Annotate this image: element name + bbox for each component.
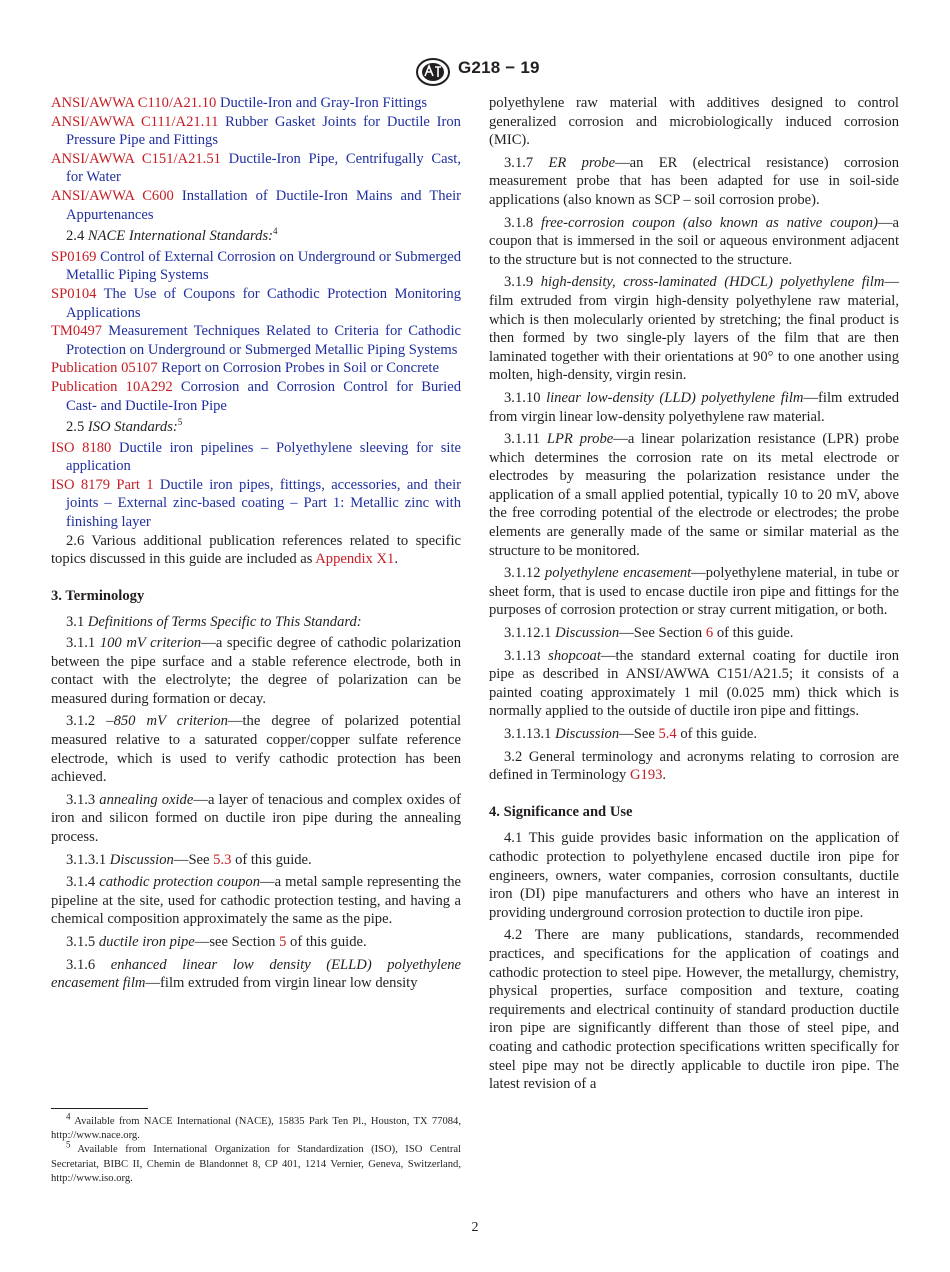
term-3-1-13-1: 3.1.13.1 Discussion—See 5.4 of this guide. [504, 726, 757, 742]
right-column [489, 94, 899, 1098]
term-3-1-6-continued: polyethylene raw material with additives designed to control generalized corrosion and microbiologically induced corrosion (MIC). [489, 95, 899, 149]
term: ductile iron pipe [98, 933, 195, 950]
section-link[interactable]: 6 [705, 625, 714, 642]
term: free-corrosion coupon (also known as native coupon) [541, 214, 878, 231]
term: Discussion [109, 851, 174, 868]
term: linear low-density (LLD) polyethylene film [546, 389, 804, 406]
term: –850 mV criterion [106, 713, 228, 730]
section-heading-terminology: 3. Terminology [51, 587, 145, 604]
appendix-link[interactable]: Appendix X1 [315, 551, 395, 568]
reference-code-link[interactable]: ANSI/AWWA C111/A21.11 [51, 113, 219, 130]
astm-logo-icon [415, 57, 451, 87]
reference-code-link[interactable]: SP0104 [51, 285, 97, 302]
reference-title: Report on Corrosion Probes in Soil or Concrete [161, 360, 439, 377]
section-link[interactable]: 5.4 [658, 726, 677, 742]
footnote-ref[interactable]: 5 [177, 417, 183, 428]
term: high-density, cross-laminated (HDCL) polyethylene film [540, 274, 885, 291]
reference-entry [51, 359, 461, 378]
reference-title: The Use of Coupons for Cathodic Protection Monitoring Applications [66, 285, 461, 321]
reference-code-link[interactable]: ANSI/AWWA C110/A21.10 [51, 95, 217, 111]
reference-title: Ductile-Iron Pipe, Centrifugally Cast, for Water [66, 150, 461, 186]
term: 100 mV criterion [99, 635, 202, 652]
footnote: $^5$ Available from International Organization for Standardization (ISO), ISO Central Secretariat, BIBC II, Chemin de Blandonnet 8, CP 401, 1214 Vernier, Geneva, Switzerland, http://www.iso.org. [51, 1139, 461, 1184]
term: enhanced linear low density (ELLD) polyethylene encasement film [51, 956, 461, 992]
reference-title: Rubber Gasket Joints for Ductile Iron Pressure Pipe and Fittings [66, 113, 461, 149]
footnote-ref[interactable]: 4 [273, 226, 278, 237]
term: LPR probe [546, 431, 614, 448]
standard-link[interactable]: G193 [629, 767, 663, 784]
footnote-divider [51, 1108, 148, 1109]
term-3-1-9: 3.1.9 high-density, cross-laminated (HDCL) polyethylene film—film extruded from virgin high-density polyethylene raw material, which is then molecularly oriented by stretching; the final product is then formed by two single-ply layers of the film that are then laminated together with their orientations at 90° to one another using molten, high-density, virgin resin. [489, 274, 899, 384]
section-link[interactable]: 5.3 [213, 851, 232, 868]
term-3-1-2: 3.1.2 –850 mV criterion—the degree of polarized potential measured relative to a saturated copper/copper sulfate reference electrode, which is used to verify cathodic protection has been achieved. [51, 713, 461, 786]
document-designation: G218 − 19 [458, 58, 540, 77]
footnotes [51, 1111, 461, 1186]
term-3-1-13: 3.1.13 shopcoat—the standard external coating for ductile iron pipe as described in ANSI/AWWA C151/A21.5; it consists of a painted coating approximately 1 mil (0.025 mm) thick which is normally applied to the outside of ductile iron pipe and fittings. [489, 647, 899, 720]
reference-entry [51, 439, 461, 476]
section-title: Definitions of Terms Specific to This Standard: [87, 614, 362, 631]
section-heading-significance: 4. Significance and Use [489, 803, 633, 820]
term-3-1-3-1: 3.1.3.1 Discussion—See 5.3 of this guide. [66, 851, 312, 868]
term-3-1-10: 3.1.10 linear low-density (LLD) polyethylene film—film extruded from virgin linear low-density polyethylene raw material. [489, 389, 899, 425]
reference-title: Installation of Ductile-Iron Mains and Their Appurtenances [66, 187, 461, 223]
term-3-1-7: 3.1.7 ER probe—an ER (electrical resistance) corrosion measurement probe that has been adapted for use in soil-side applications (also known as SCP – soil corrosion probe). [489, 154, 900, 208]
section-title: ISO Standards: [87, 419, 178, 436]
reference-title: Measurement Techniques Related to Criteria for Cathodic Protection on Underground or Submerged Metallic Piping Systems [66, 323, 461, 358]
paragraph-4-2: 4.2 There are many publications, standards, recommended practices, and specifications for the application of coatings and cathodic protection to steel pipe. However, the metallurgy, chemistry, physical properties, surface composition and texture, coating requirements and electrical continuity of standard production ductile iron pipe are significantly different than those of steel pipe, and coating and cathodic protection specifications written specifically for steel pipe may not be directly applicable to ductile iron pipe. The latest revision of a [489, 927, 899, 1093]
section-2-4: 2.4 NACE International Standards:$^4$ [66, 226, 278, 245]
term-3-1-6: 3.1.6 enhanced linear low density (ELLD) polyethylene encasement film—film extruded from virgin linear low density [51, 956, 461, 992]
term-3-1-12: 3.1.12 polyethylene encasement—polyethylene material, in tube or sheet form, that is used to encase ductile iron pipe and fittings for the purposes of corrosion protection or stray current mitigation, or both. [489, 565, 899, 619]
term-3-1-12-1: 3.1.12.1 Discussion—See Section 6 of this guide. [504, 625, 794, 642]
reference-entry [51, 150, 461, 187]
term-3-1-11: 3.1.11 LPR probe—a linear polarization resistance (LPR) probe which determines the corrosion rate on its metal electrode or electrodes by measuring the polarization resistance under the application of a small applied potential, typically 10 to 20 mV, above the free corroding potential of the electrode or electrodes; the probe elements are generally made of the same or similar material as the structure to be monitored. [489, 431, 899, 559]
term: shopcoat [548, 647, 601, 664]
reference-code-link[interactable]: Publication 10A292 [51, 378, 173, 395]
section-2-5: 2.5 ISO Standards:$^5$ [66, 417, 183, 436]
term: polyethylene encasement [544, 565, 692, 582]
reference-title: Ductile iron pipelines – Polyethylene sleeving for site application [66, 439, 461, 475]
reference-code-link[interactable]: ISO 8179 Part 1 [51, 476, 154, 493]
section-3-2: 3.2 General terminology and acronyms relating to corrosion are defined in Terminology G193. [489, 748, 899, 784]
reference-entry [51, 285, 461, 322]
term: cathodic protection coupon [99, 874, 261, 891]
term: ER probe [548, 154, 616, 171]
term: Discussion [555, 726, 620, 742]
reference-code-link[interactable]: TM0497 [51, 323, 103, 340]
reference-code-link[interactable]: ISO 8180 [51, 439, 112, 456]
term-3-1-5: 3.1.5 ductile iron pipe—see Section 5 of this guide. [66, 933, 367, 950]
reference-title: Ductile-Iron and Gray-Iron Fittings [219, 95, 428, 111]
footnote: $^4$ Available from NACE International (NACE), 15835 Park Ten Pl., Houston, TX 77084, http://www.nace.org. [51, 1111, 461, 1142]
term-3-1-1: 3.1.1 100 mV criterion—a specific degree of cathodic polarization between the pipe surface and a stable reference electrode, both in contact with the electrolyte; the degree of polarization can be measured during formation or decay. [51, 635, 461, 707]
section-link[interactable]: 5 [279, 933, 287, 950]
section-2-6: 2.6 Various additional publication references related to specific topics discussed in this guide are included as Appendix X1. [51, 532, 461, 568]
reference-entry [51, 94, 461, 113]
reference-code-link[interactable]: ANSI/AWWA C151/A21.51 [51, 150, 221, 167]
reference-entry [51, 187, 461, 224]
reference-title: Control of External Corrosion on Underground or Submerged Metallic Piping Systems [66, 248, 461, 284]
section-3-1: 3.1 Definitions of Terms Specific to This Standard: [66, 614, 362, 631]
term-3-1-8: 3.1.8 free-corrosion coupon (also known as native coupon)—a coupon that is immersed in the soil or aqueous environment adjacent to the structure but is not connected to the structure. [489, 214, 899, 268]
term-3-1-4: 3.1.4 cathodic protection coupon—a metal sample representing the pipeline at the site, used for cathodic protection testing, and having a chemical composition approximately the same as the pipe. [51, 874, 461, 928]
reference-code-link[interactable]: ANSI/AWWA C600 [51, 187, 174, 204]
term: Discussion [555, 625, 620, 642]
reference-entry [51, 248, 461, 285]
reference-code-link[interactable]: SP0169 [51, 248, 97, 265]
section-title: NACE International Standards: [87, 228, 274, 245]
reference-code-link[interactable]: Publication 05107 [51, 360, 158, 377]
term: annealing oxide [99, 791, 194, 808]
reference-entry [51, 476, 461, 532]
reference-entry [51, 322, 461, 359]
reference-title: Corrosion and Corrosion Control for Buried Cast- and Ductile-Iron Pipe [66, 378, 462, 414]
term-3-1-3: 3.1.3 annealing oxide—a layer of tenacious and complex oxides of iron and silicon formed on ductile iron pipe during the annealing process. [51, 791, 461, 845]
reference-entry [51, 113, 461, 150]
reference-entry [51, 378, 461, 415]
page-number: 2 [471, 1220, 479, 1235]
left-column [51, 94, 461, 997]
paragraph-4-1: 4.1 This guide provides basic information on the application of cathodic protection to polyethylene encased ductile iron pipe for engineers, owners, water companies, corrosion consultants, ductile iron (DI) pipe manufacturers and others who have an interest in providing underground corrosion protection to ductile iron pipe. [489, 830, 899, 921]
page-header [0, 57, 950, 87]
reference-title: Ductile iron pipes, fittings, accessories, and their joints – External zinc-based coating – Part 1: Metallic zinc with finishing layer [66, 476, 461, 531]
